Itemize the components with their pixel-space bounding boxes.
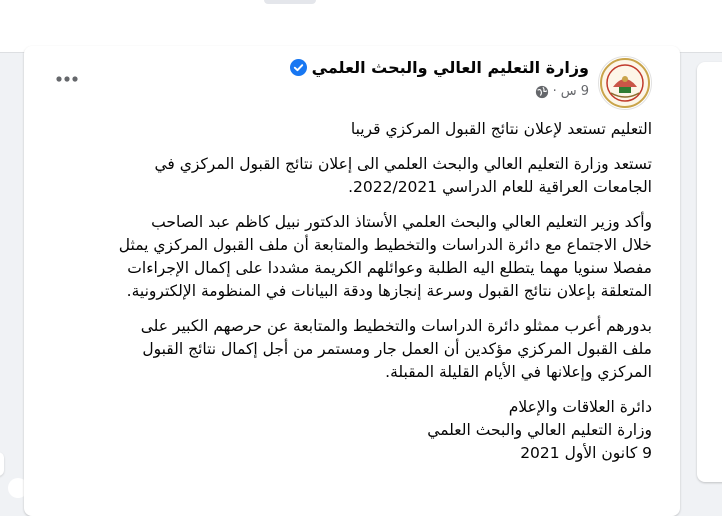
right-card [697, 62, 722, 482]
paragraph-signature [44, 396, 652, 465]
text-line: مفصلا سنويا مهما يتطلع اليه الطلبة وعوائلهم الكريمة مشددا على إكمال الإجراءات [127, 259, 652, 277]
ministry-logo-icon [599, 57, 651, 109]
page-name-row [290, 58, 589, 77]
paragraph-department [44, 315, 652, 384]
page-name[interactable]: وزارة التعليم العالي والبحث العلمي [311, 58, 589, 77]
post-body [44, 118, 652, 477]
text-line: المركزي وإعلانها في الأيام القليلة المقبلة. [385, 363, 652, 381]
text-line: تستعد وزارة التعليم العالي والبحث العلمي الى إعلان نتائج القبول المركزي في [154, 155, 652, 173]
text-line: الجامعات العراقية للعام الدراسي 2022/2021. [348, 178, 652, 196]
text-line: ملف القبول المركزي مؤكدين أن العمل جار ومستمر من أجل إكمال نتائج القبول [142, 340, 652, 358]
paragraph-minister [44, 211, 652, 303]
text-line: المتعلقة بإعلان نتائج القبول وسرعة إنجازها ودقة البيانات في المنظومة الإلكترونية. [126, 282, 652, 300]
more-options-button[interactable] [54, 66, 80, 92]
text-line: خلال الاجتماع مع دائرة الدراسات والتخطيط والمتابعة أن ملف القبول المركزي يمثل [118, 236, 652, 254]
text-line: بدورهم أعرب ممثلو دائرة الدراسات والتخطيط والمتابعة عن حرصهم الكبير على [140, 317, 652, 335]
text-line: وزارة التعليم العالي والبحث العلمي [427, 421, 652, 439]
paragraph-intro [44, 153, 652, 199]
verified-badge-icon [290, 59, 307, 76]
side-pill [0, 452, 4, 476]
more-dots-icon [56, 76, 78, 82]
paragraph-headline [44, 118, 652, 141]
meta-separator: · [552, 84, 557, 99]
text-line: 9 كانون الأول 2021 [520, 444, 652, 462]
post-timestamp[interactable]: 9 س [560, 84, 589, 99]
text-line: التعليم تستعد لإعلان نتائج القبول المركزي قريبا [350, 120, 652, 138]
nav-tab-indicator [264, 0, 316, 4]
globe-icon[interactable] [535, 85, 549, 99]
text-line: دائرة العلاقات والإعلام [508, 398, 652, 416]
page-avatar[interactable] [598, 56, 652, 110]
post-meta [535, 84, 589, 99]
text-line: وأكد وزير التعليم العالي والبحث العلمي الأستاذ الدكتور نبيل كاظم عبد الصاحب [151, 213, 652, 231]
